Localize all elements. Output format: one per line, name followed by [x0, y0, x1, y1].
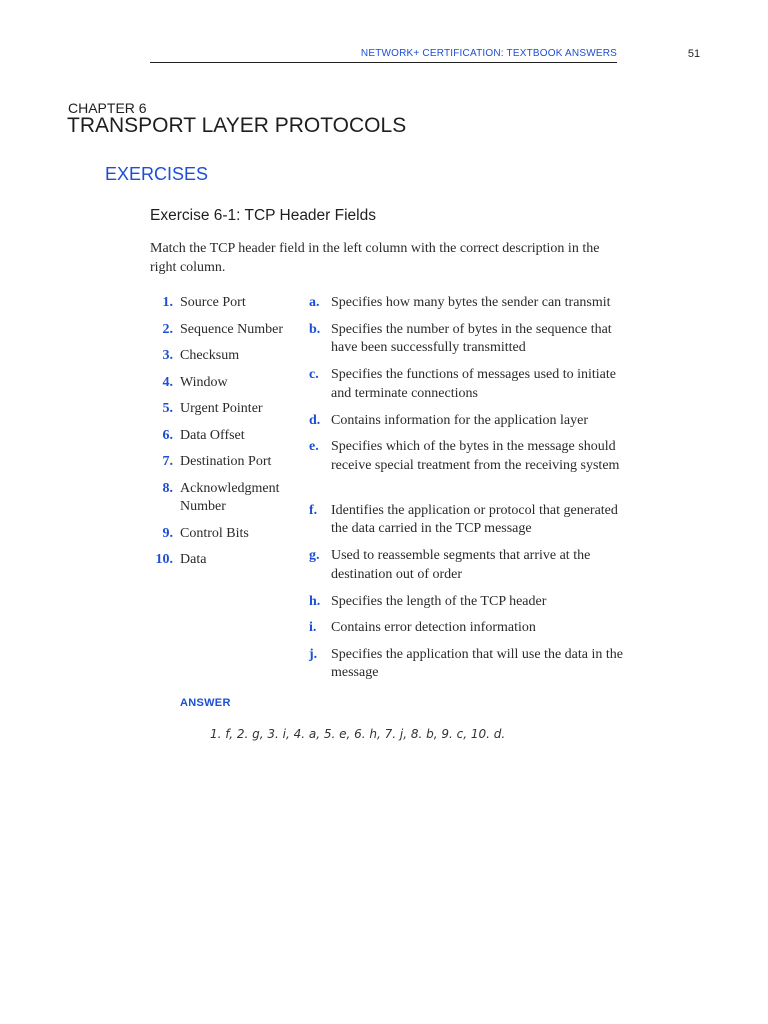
field-label: Sequence Number: [180, 321, 284, 337]
header-field-item: [150, 400, 300, 427]
description-text: Used to reassemble segments that arrive at the destination out of order: [331, 548, 591, 582]
description-letter: d.: [309, 412, 321, 428]
description-text: Identifies the application or protocol that generated the data carried in the TCP message: [331, 502, 618, 536]
description-item: [309, 619, 629, 646]
field-number: 2.: [162, 321, 173, 337]
description-letter: g.: [309, 548, 320, 563]
field-label: Control Bits: [180, 525, 249, 541]
description-text: Specifies the application that will use the data in the message: [331, 646, 623, 680]
field-label: Urgent Pointer: [180, 401, 263, 416]
description-item: [309, 547, 629, 593]
field-number: 4.: [162, 374, 173, 390]
description-item: [309, 321, 629, 367]
field-label: Window: [180, 374, 228, 390]
answer-text: 1. f, 2. g, 3. i, 4. a, 5. e, 6. h, 7. j, 8. b, 9. c, 10. d.: [210, 727, 506, 741]
description-item: [309, 502, 629, 548]
page-number: 51: [687, 48, 701, 60]
field-number: 1.: [162, 295, 173, 310]
chapter-label: CHAPTER 6: [68, 100, 147, 116]
field-label: Data Offset: [180, 427, 245, 443]
header-field-list: [150, 294, 300, 578]
field-number: 3.: [162, 348, 173, 363]
description-item: [309, 294, 629, 321]
description-text: Specifies the length of the TCP header: [331, 593, 547, 609]
header-field-item: [150, 294, 300, 321]
field-number: 7.: [162, 454, 173, 469]
description-item: [309, 366, 629, 412]
field-number: 5.: [162, 401, 173, 416]
header-field-item: [150, 347, 300, 374]
description-item: [309, 593, 629, 620]
field-label: Acknowledgment Number: [180, 480, 280, 514]
description-letter: b.: [309, 321, 321, 337]
field-label: Checksum: [180, 348, 240, 363]
header-field-item: [150, 321, 300, 348]
description-text: Specifies the number of bytes in the sequence that have been successfully transmitted: [331, 321, 612, 355]
description-letter: c.: [309, 367, 319, 382]
description-letter: i.: [309, 620, 317, 635]
field-label: Destination Port: [180, 454, 272, 469]
field-label: Source Port: [180, 295, 246, 310]
answer-label: ANSWER: [180, 697, 231, 709]
description-letter: a.: [309, 295, 320, 310]
description-letter: f.: [309, 502, 318, 518]
header-field-item: [150, 453, 300, 480]
description-text: Contains information for the application layer: [331, 412, 588, 428]
description-text: Contains error detection information: [331, 620, 536, 635]
description-letter: h.: [309, 593, 321, 609]
running-head: NETWORK+ CERTIFICATION: TEXTBOOK ANSWERS: [150, 48, 617, 63]
field-number: 8.: [162, 480, 173, 496]
description-letter: j.: [309, 646, 318, 662]
description-item: [309, 646, 629, 692]
header-field-item: [150, 427, 300, 454]
description-item: [309, 412, 629, 439]
description-text: Specifies how many bytes the sender can transmit: [331, 295, 611, 310]
description-item: [309, 438, 629, 502]
header-field-item: [150, 480, 300, 525]
field-label: Data: [180, 552, 207, 567]
instructions-paragraph: Match the TCP header field in the left column with the correct description in the right column.: [150, 241, 600, 275]
chapter-title: TRANSPORT LAYER PROTOCOLS: [67, 114, 407, 137]
exercise-title: Exercise 6-1: TCP Header Fields: [150, 207, 376, 224]
header-field-item: [150, 551, 300, 578]
description-letter: e.: [309, 439, 319, 454]
description-text: Specifies the functions of messages used to initiate and terminate connections: [331, 367, 616, 401]
field-number: 6.: [162, 427, 173, 443]
section-title: EXERCISES: [105, 164, 209, 184]
field-number: 10.: [155, 552, 173, 567]
field-number: 9.: [162, 525, 173, 541]
description-text: Specifies which of the bytes in the message should receive special treatment from the receiving system: [331, 439, 620, 473]
header-field-item: [150, 525, 300, 552]
description-list: [309, 294, 629, 691]
header-field-item: [150, 374, 300, 401]
